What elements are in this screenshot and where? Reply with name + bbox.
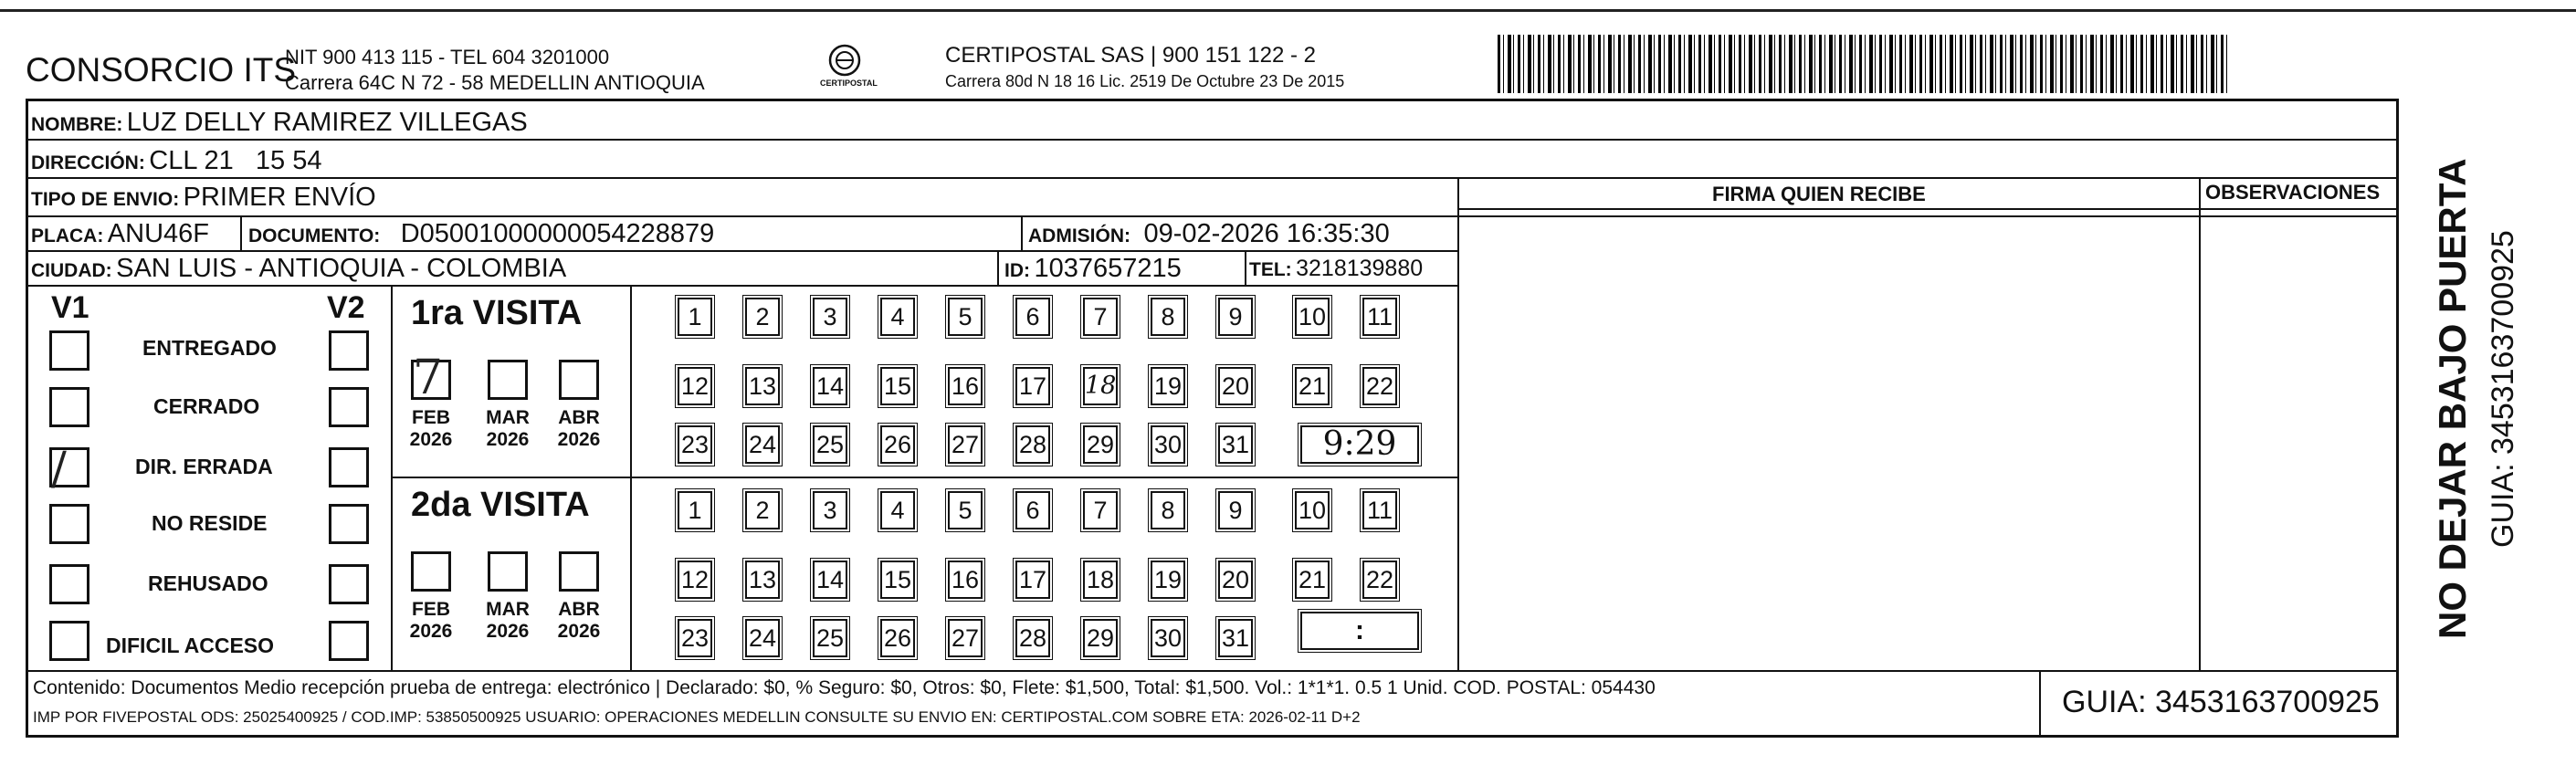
courier-line-2: Carrera 80d N 18 16 Lic. 2519 De Octubre 23 De 2015 bbox=[945, 72, 1345, 90]
direccion-label: DIRECCIÓN: bbox=[31, 152, 145, 173]
day-box-24[interactable]: 24 bbox=[745, 619, 780, 657]
month-name: MAR bbox=[486, 599, 530, 620]
day-box-31[interactable]: 31 bbox=[1218, 619, 1253, 657]
day-box-30[interactable]: 30 bbox=[1151, 425, 1185, 464]
second-visit-month-feb[interactable] bbox=[411, 551, 451, 592]
company-line-1: NIT 900 413 115 - TEL 604 3201000 bbox=[285, 46, 610, 68]
day-box-22[interactable]: 22 bbox=[1362, 367, 1397, 405]
day-box-22[interactable]: 22 bbox=[1362, 561, 1397, 599]
logo-caption: CERTIPOSTAL bbox=[820, 79, 878, 88]
row-rule bbox=[1457, 208, 2399, 210]
placa-label: PLACA: bbox=[31, 225, 104, 246]
day-box-30[interactable]: 30 bbox=[1151, 619, 1185, 657]
month-label bbox=[480, 407, 535, 451]
status-label-no-reside: NO RESIDE bbox=[152, 511, 268, 535]
day-box-20[interactable]: 20 bbox=[1218, 367, 1253, 405]
handwritten-check-mark: / bbox=[51, 442, 67, 495]
first-visit-month-mar[interactable] bbox=[488, 360, 528, 400]
day-box-18[interactable]: 18 bbox=[1083, 367, 1118, 405]
day-box-26[interactable]: 26 bbox=[880, 619, 915, 657]
status-label-dificil-acceso: DIFICIL ACCESO bbox=[106, 634, 275, 657]
nombre-label: NOMBRE: bbox=[31, 114, 123, 135]
day-box-12[interactable]: 12 bbox=[678, 561, 712, 599]
col-divider bbox=[997, 250, 999, 285]
day-box-27[interactable]: 27 bbox=[948, 619, 983, 657]
col-divider bbox=[2039, 670, 2041, 738]
status-label-rehusado: REHUSADO bbox=[148, 571, 268, 595]
firma-header: FIRMA QUIEN RECIBE bbox=[1712, 183, 1926, 205]
day-box-13[interactable]: 13 bbox=[745, 367, 780, 405]
company-name: CONSORCIO ITS bbox=[26, 51, 297, 89]
footer-guia: GUIA: 3453163700925 bbox=[2062, 685, 2380, 719]
day-box-19[interactable]: 19 bbox=[1151, 561, 1185, 599]
shipping-form-frame bbox=[26, 99, 2399, 738]
day-box-6[interactable]: 6 bbox=[1015, 491, 1050, 529]
month-year: 2026 bbox=[486, 429, 530, 450]
month-year: 2026 bbox=[486, 621, 530, 642]
day-box-3[interactable]: 3 bbox=[813, 491, 847, 529]
day-box-6[interactable]: 6 bbox=[1015, 298, 1050, 336]
day-box-31[interactable]: 31 bbox=[1218, 425, 1253, 464]
documento-value: D05001000000054228879 bbox=[400, 219, 715, 248]
month-year: 2026 bbox=[409, 429, 453, 450]
day-box-10[interactable]: 10 bbox=[1295, 491, 1330, 529]
visit-divider bbox=[391, 477, 1459, 478]
placa-row bbox=[31, 219, 209, 249]
day-box-13[interactable]: 13 bbox=[745, 561, 780, 599]
day-box-5[interactable]: 5 bbox=[948, 298, 983, 336]
direccion-row bbox=[31, 146, 321, 176]
day-box-21[interactable]: 21 bbox=[1295, 561, 1330, 599]
day-box-23[interactable]: 23 bbox=[678, 619, 712, 657]
v1-checkbox-no-reside[interactable] bbox=[49, 504, 89, 544]
ciudad-label: CIUDAD: bbox=[31, 260, 112, 281]
documento-row bbox=[248, 219, 714, 249]
day-box-28[interactable]: 28 bbox=[1015, 425, 1050, 464]
footer-rule bbox=[26, 670, 2399, 672]
day-box-20[interactable]: 20 bbox=[1218, 561, 1253, 599]
direccion-value: CLL 21 15 54 bbox=[149, 146, 322, 175]
tipo-value: PRIMER ENVÍO bbox=[183, 183, 376, 212]
day-box-24[interactable]: 24 bbox=[745, 425, 780, 464]
first-visit-month-abr[interactable] bbox=[559, 360, 599, 400]
col-divider bbox=[1245, 250, 1246, 285]
certipostal-logo bbox=[826, 42, 863, 79]
day-box-11[interactable]: 11 bbox=[1362, 491, 1397, 529]
month-year: 2026 bbox=[409, 621, 453, 642]
second-visit-time[interactable]: : bbox=[1300, 612, 1419, 650]
day-box-10[interactable]: 10 bbox=[1295, 298, 1330, 336]
status-label-cerrado: CERRADO bbox=[153, 394, 260, 418]
day-box-8[interactable]: 8 bbox=[1151, 491, 1185, 529]
v1-checkbox-dificil-acceso[interactable] bbox=[49, 621, 89, 661]
day-box-9[interactable]: 9 bbox=[1218, 491, 1253, 529]
day-box-2[interactable]: 2 bbox=[745, 298, 780, 336]
second-visit-month-abr[interactable] bbox=[559, 551, 599, 592]
day-box-26[interactable]: 26 bbox=[880, 425, 915, 464]
day-box-17[interactable]: 17 bbox=[1015, 367, 1050, 405]
month-name: FEB bbox=[412, 599, 450, 620]
footer-imp: IMP POR FIVEPOSTAL ODS: 25025400925 / COD.IMP: 53850500925 USUARIO: OPERACIONES MEDELLIN CONSULTE SU ENVIO EN: CERTIPOSTAL.COM SOBRE ETA: 2026-02-11 D+2 bbox=[33, 708, 1361, 726]
admision-label: ADMISIÓN: bbox=[1028, 225, 1130, 246]
id-label: ID: bbox=[1004, 260, 1030, 281]
placa-value: ANU46F bbox=[107, 219, 209, 248]
tipo-row bbox=[31, 183, 376, 213]
v2-header: V2 bbox=[327, 290, 365, 325]
day-box-2[interactable]: 2 bbox=[745, 491, 780, 529]
first-visit-time[interactable]: 9:29 bbox=[1300, 425, 1419, 464]
day-box-7[interactable]: 7 bbox=[1083, 491, 1118, 529]
v2-checkbox-entregado[interactable] bbox=[329, 330, 369, 371]
v2-checkbox-rehusado[interactable] bbox=[329, 564, 369, 604]
month-label bbox=[404, 407, 458, 451]
status-label-entregado: ENTREGADO bbox=[142, 336, 277, 360]
ciudad-value: SAN LUIS - ANTIOQUIA - COLOMBIA bbox=[116, 254, 567, 283]
v2-checkbox-dificil-acceso[interactable] bbox=[329, 621, 369, 661]
tipo-label: TIPO DE ENVIO: bbox=[31, 189, 180, 210]
day-box-1[interactable]: 1 bbox=[678, 491, 712, 529]
day-box-4[interactable]: 4 bbox=[880, 491, 915, 529]
v2-checkbox-cerrado[interactable] bbox=[329, 387, 369, 427]
observaciones-header: OBSERVACIONES bbox=[2205, 181, 2381, 204]
month-label bbox=[480, 599, 535, 643]
day-box-7[interactable]: 7 bbox=[1083, 298, 1118, 336]
day-box-5[interactable]: 5 bbox=[948, 491, 983, 529]
v2-checkbox-no-reside[interactable] bbox=[329, 504, 369, 544]
day-box-15[interactable]: 15 bbox=[880, 561, 915, 599]
nombre-row bbox=[31, 108, 528, 138]
day-box-21[interactable]: 21 bbox=[1295, 367, 1330, 405]
day-box-12[interactable]: 12 bbox=[678, 367, 712, 405]
row-rule bbox=[26, 177, 2399, 179]
id-value: 1037657215 bbox=[1034, 254, 1182, 283]
month-name: ABR bbox=[558, 407, 600, 428]
day-box-4[interactable]: 4 bbox=[880, 298, 915, 336]
month-label bbox=[404, 599, 458, 643]
day-box-18[interactable]: 18 bbox=[1083, 561, 1118, 599]
first-visit-title: 1ra VISITA bbox=[411, 294, 583, 332]
tel-value: 3218139880 bbox=[1296, 256, 1424, 281]
documento-label: DOCUMENTO: bbox=[248, 225, 381, 246]
day-box-28[interactable]: 28 bbox=[1015, 619, 1050, 657]
day-box-1[interactable]: 1 bbox=[678, 298, 712, 336]
barcode bbox=[1498, 35, 2228, 93]
courier-line-1: CERTIPOSTAL SAS | 900 151 122 - 2 bbox=[945, 43, 1316, 68]
id-row bbox=[1004, 254, 1182, 284]
admision-value: 09-02-2026 16:35:30 bbox=[1143, 219, 1390, 248]
day-box-19[interactable]: 19 bbox=[1151, 367, 1185, 405]
row-rule bbox=[26, 139, 2399, 141]
month-label bbox=[552, 407, 606, 451]
day-box-25[interactable]: 25 bbox=[813, 425, 847, 464]
ciudad-row bbox=[31, 254, 566, 284]
day-box-11[interactable]: 11 bbox=[1362, 298, 1397, 336]
side-guia: GUIA: 3453163700925 bbox=[2486, 230, 2520, 548]
v1-checkbox-cerrado[interactable] bbox=[49, 387, 89, 427]
day-box-14[interactable]: 14 bbox=[813, 561, 847, 599]
col-divider bbox=[240, 215, 242, 250]
footer-contenido: Contenido: Documentos Medio recepción prueba de entrega: electrónico | Declarado: $0, % Seguro: $0, Otros: $0, Flete: $1,500, Total: $1,500. Vol.: 1*1*1. 0.5 1 Unid. COD. POSTAL: 054430 bbox=[33, 677, 1656, 698]
month-label bbox=[552, 599, 606, 643]
day-box-14[interactable]: 14 bbox=[813, 367, 847, 405]
v2-checkbox-dir-errada[interactable] bbox=[329, 447, 369, 487]
admision-row bbox=[1028, 219, 1390, 249]
col-divider bbox=[2199, 177, 2201, 670]
day-box-29[interactable]: 29 bbox=[1083, 425, 1118, 464]
day-box-3[interactable]: 3 bbox=[813, 298, 847, 336]
v1-checkbox-rehusado[interactable] bbox=[49, 564, 89, 604]
month-name: FEB bbox=[412, 407, 450, 428]
month-year: 2026 bbox=[557, 621, 601, 642]
day-box-27[interactable]: 27 bbox=[948, 425, 983, 464]
tel-row bbox=[1249, 256, 1423, 282]
day-box-8[interactable]: 8 bbox=[1151, 298, 1185, 336]
day-box-16[interactable]: 16 bbox=[948, 367, 983, 405]
row-rule bbox=[26, 285, 1459, 287]
day-box-25[interactable]: 25 bbox=[813, 619, 847, 657]
col-divider bbox=[1021, 215, 1023, 250]
company-line-2: Carrera 64C N 72 - 58 MEDELLIN ANTIOQUIA bbox=[285, 71, 705, 94]
status-label-dir-errada: DIR. ERRADA bbox=[135, 455, 273, 478]
side-warning: NO DEJAR BAJO PUERTA bbox=[2431, 158, 2474, 639]
month-name: MAR bbox=[486, 407, 530, 428]
day-box-15[interactable]: 15 bbox=[880, 367, 915, 405]
v1-header: V1 bbox=[51, 290, 89, 325]
second-visit-title: 2da VISITA bbox=[411, 486, 590, 524]
day-box-23[interactable]: 23 bbox=[678, 425, 712, 464]
day-box-16[interactable]: 16 bbox=[948, 561, 983, 599]
v1-checkbox-entregado[interactable] bbox=[49, 330, 89, 371]
row-rule bbox=[26, 215, 2399, 217]
nombre-value: LUZ DELLY RAMIREZ VILLEGAS bbox=[126, 108, 528, 137]
day-box-9[interactable]: 9 bbox=[1218, 298, 1253, 336]
second-visit-month-mar[interactable] bbox=[488, 551, 528, 592]
tel-label: TEL: bbox=[1249, 259, 1292, 280]
top-rule bbox=[0, 9, 2576, 12]
handwritten-check-mark: 7 bbox=[413, 351, 444, 405]
day-box-17[interactable]: 17 bbox=[1015, 561, 1050, 599]
month-name: ABR bbox=[558, 599, 600, 620]
col-divider bbox=[1457, 177, 1459, 670]
day-box-29[interactable]: 29 bbox=[1083, 619, 1118, 657]
month-year: 2026 bbox=[557, 429, 601, 450]
